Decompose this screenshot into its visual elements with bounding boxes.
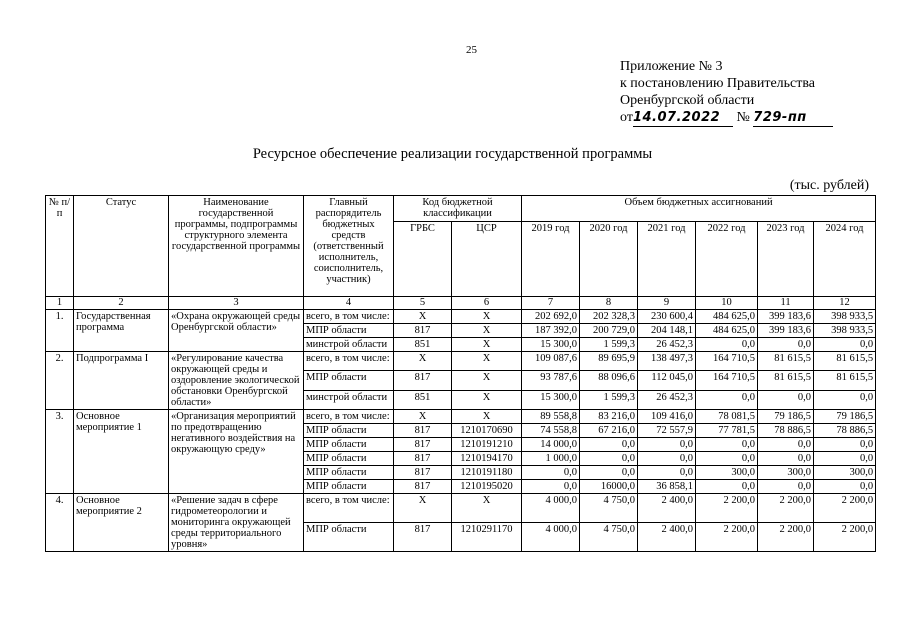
row-admin: МПР области	[304, 466, 394, 480]
row-value: 2 200,0	[758, 494, 814, 523]
row-value: 138 497,3	[638, 352, 696, 371]
row-value: 0,0	[696, 390, 758, 409]
row-value: 0,0	[814, 480, 876, 494]
row-value: 79 186,5	[758, 410, 814, 424]
row-value: 72 557,9	[638, 424, 696, 438]
row-csr: Х	[452, 371, 522, 390]
row-value: 109 087,6	[522, 352, 580, 371]
row-value: 1 000,0	[522, 452, 580, 466]
row-admin: МПР области	[304, 452, 394, 466]
appendix-date-prefix: от	[620, 110, 633, 125]
header-year: 2023 год	[758, 222, 814, 297]
row-admin: МПР области	[304, 324, 394, 338]
table-row	[46, 310, 876, 324]
row-admin: МПР области	[304, 424, 394, 438]
row-value: 16000,0	[580, 480, 638, 494]
row-number: 4.	[46, 494, 74, 552]
row-grbs: 817	[394, 438, 452, 452]
row-value: 15 300,0	[522, 390, 580, 409]
row-status: Подпрограмма I	[74, 352, 169, 410]
row-value: 0,0	[758, 390, 814, 409]
header-code: Код бюджетной классификации	[394, 196, 522, 222]
row-value: 93 787,6	[522, 371, 580, 390]
row-value: 2 200,0	[814, 494, 876, 523]
row-value: 0,0	[696, 438, 758, 452]
row-value: 164 710,5	[696, 352, 758, 371]
row-grbs: 817	[394, 480, 452, 494]
column-number: 1	[46, 297, 74, 310]
column-number: 12	[814, 297, 876, 310]
row-value: 26 452,3	[638, 338, 696, 352]
table-header	[46, 196, 876, 310]
row-value: 0,0	[522, 466, 580, 480]
row-value: 4 000,0	[522, 494, 580, 523]
header-name: Наименование государственной программы, подпрограммы структурного элемента государственной программы	[169, 196, 304, 297]
row-admin: МПР области	[304, 438, 394, 452]
row-admin: минстрой области	[304, 338, 394, 352]
column-number: 6	[452, 297, 522, 310]
header-year: 2024 год	[814, 222, 876, 297]
row-value: 0,0	[638, 438, 696, 452]
column-number: 2	[74, 297, 169, 310]
row-value: 0,0	[758, 438, 814, 452]
row-grbs: Х	[394, 494, 452, 523]
row-value: 81 615,5	[758, 371, 814, 390]
page-number: 25	[466, 44, 477, 56]
row-value: 2 400,0	[638, 523, 696, 552]
row-number: 1.	[46, 310, 74, 352]
row-grbs: 817	[394, 371, 452, 390]
row-grbs: 851	[394, 390, 452, 409]
row-value: 0,0	[758, 480, 814, 494]
row-name: «Организация мероприятий по предотвращению негативного воздействия на окружающую среду»	[169, 410, 304, 494]
column-number: 3	[169, 297, 304, 310]
row-value: 200 729,0	[580, 324, 638, 338]
row-value: 300,0	[696, 466, 758, 480]
row-admin: МПР области	[304, 480, 394, 494]
row-value: 1 599,3	[580, 338, 638, 352]
row-grbs: Х	[394, 310, 452, 324]
row-value: 78 886,5	[758, 424, 814, 438]
row-value: 4 000,0	[522, 523, 580, 552]
row-value: 0,0	[638, 466, 696, 480]
row-grbs: 817	[394, 452, 452, 466]
row-admin: МПР области	[304, 371, 394, 390]
row-admin: всего, в том числе:	[304, 352, 394, 371]
appendix-line-3: Оренбургской области	[620, 93, 755, 108]
header-csr: ЦСР	[452, 222, 522, 297]
row-value: 1 599,3	[580, 390, 638, 409]
row-value: 398 933,5	[814, 310, 876, 324]
row-value: 81 615,5	[814, 352, 876, 371]
row-csr: Х	[452, 324, 522, 338]
row-value: 0,0	[580, 466, 638, 480]
appendix-line-4	[620, 109, 833, 127]
row-value: 0,0	[814, 438, 876, 452]
document-title: Ресурсное обеспечение реализации государственной программы	[252, 146, 653, 162]
row-value: 484 625,0	[696, 324, 758, 338]
row-grbs: 817	[394, 324, 452, 338]
row-value: 484 625,0	[696, 310, 758, 324]
resource-table	[45, 195, 876, 552]
row-csr: 1210170690	[452, 424, 522, 438]
column-number: 8	[580, 297, 638, 310]
column-numbers-row	[46, 297, 876, 310]
row-grbs: 851	[394, 338, 452, 352]
row-value: 204 148,1	[638, 324, 696, 338]
row-admin: МПР области	[304, 523, 394, 552]
row-value: 15 300,0	[522, 338, 580, 352]
table-row	[46, 494, 876, 523]
row-number: 3.	[46, 410, 74, 494]
row-value: 202 692,0	[522, 310, 580, 324]
row-value: 0,0	[580, 452, 638, 466]
row-value: 187 392,0	[522, 324, 580, 338]
row-value: 0,0	[814, 452, 876, 466]
row-admin: минстрой области	[304, 390, 394, 409]
header-year: 2022 год	[696, 222, 758, 297]
header-year: 2020 год	[580, 222, 638, 297]
row-value: 79 186,5	[814, 410, 876, 424]
row-csr: 1210194170	[452, 452, 522, 466]
handwritten-date: 14.07.2022	[633, 109, 733, 127]
row-value: 0,0	[814, 390, 876, 409]
row-number: 2.	[46, 352, 74, 410]
row-csr: 1210191180	[452, 466, 522, 480]
row-status: Основное мероприятие 2	[74, 494, 169, 552]
appendix-block	[620, 58, 833, 127]
row-value: 83 216,0	[580, 410, 638, 424]
column-number: 4	[304, 297, 394, 310]
row-value: 67 216,0	[580, 424, 638, 438]
appendix-line-2: к постановлению Правительства	[620, 76, 816, 91]
row-value: 2 200,0	[814, 523, 876, 552]
row-value: 202 328,3	[580, 310, 638, 324]
handwritten-number: 729-пп	[753, 109, 833, 127]
header-volume: Объем бюджетных ассигнований	[522, 196, 876, 222]
row-value: 4 750,0	[580, 494, 638, 523]
table-row	[46, 410, 876, 424]
row-value: 109 416,0	[638, 410, 696, 424]
row-value: 4 750,0	[580, 523, 638, 552]
row-value: 399 183,6	[758, 324, 814, 338]
row-value: 74 558,8	[522, 424, 580, 438]
row-name: «Охрана окружающей среды Оренбургской области»	[169, 310, 304, 352]
header-year: 2021 год	[638, 222, 696, 297]
header-admin: Главный распорядитель бюджетных средств (ответственный исполнитель, соисполнитель, участник)	[304, 196, 394, 297]
row-value: 2 200,0	[696, 494, 758, 523]
column-number: 9	[638, 297, 696, 310]
row-value: 2 200,0	[758, 523, 814, 552]
table-body	[46, 310, 876, 552]
row-value: 300,0	[814, 466, 876, 480]
row-value: 78 886,5	[814, 424, 876, 438]
row-status: Государственная программа	[74, 310, 169, 352]
row-value: 2 200,0	[696, 523, 758, 552]
row-csr: Х	[452, 494, 522, 523]
column-number: 11	[758, 297, 814, 310]
column-number: 10	[696, 297, 758, 310]
row-grbs: Х	[394, 352, 452, 371]
row-value: 36 858,1	[638, 480, 696, 494]
row-csr: Х	[452, 310, 522, 324]
number-sign: №	[736, 110, 750, 125]
row-value: 2 400,0	[638, 494, 696, 523]
row-value: 0,0	[696, 452, 758, 466]
header-grbs: ГРБС	[394, 222, 452, 297]
row-value: 0,0	[814, 338, 876, 352]
column-number: 5	[394, 297, 452, 310]
table-row	[46, 352, 876, 371]
row-value: 300,0	[758, 466, 814, 480]
row-value: 89 695,9	[580, 352, 638, 371]
row-value: 78 081,5	[696, 410, 758, 424]
row-value: 230 600,4	[638, 310, 696, 324]
row-value: 0,0	[696, 480, 758, 494]
row-value: 81 615,5	[814, 371, 876, 390]
row-csr: 1210195020	[452, 480, 522, 494]
header-year: 2019 год	[522, 222, 580, 297]
row-grbs: 817	[394, 424, 452, 438]
row-value: 89 558,8	[522, 410, 580, 424]
row-value: 0,0	[758, 452, 814, 466]
row-admin: всего, в том числе:	[304, 310, 394, 324]
row-value: 14 000,0	[522, 438, 580, 452]
row-value: 81 615,5	[758, 352, 814, 371]
row-admin: всего, в том числе:	[304, 494, 394, 523]
row-value: 0,0	[696, 338, 758, 352]
row-value: 0,0	[758, 338, 814, 352]
row-value: 26 452,3	[638, 390, 696, 409]
row-value: 0,0	[580, 438, 638, 452]
row-value: 399 183,6	[758, 310, 814, 324]
row-csr: Х	[452, 390, 522, 409]
row-grbs: 817	[394, 523, 452, 552]
row-value: 164 710,5	[696, 371, 758, 390]
row-value: 88 096,6	[580, 371, 638, 390]
header-status: Статус	[74, 196, 169, 297]
row-grbs: 817	[394, 466, 452, 480]
row-csr: 1210291170	[452, 523, 522, 552]
row-admin: всего, в том числе:	[304, 410, 394, 424]
row-csr: 1210191210	[452, 438, 522, 452]
row-value: 0,0	[638, 452, 696, 466]
row-grbs: Х	[394, 410, 452, 424]
units-label: (тыс. рублей)	[789, 178, 869, 193]
row-value: 77 781,5	[696, 424, 758, 438]
header-num: № п/п	[46, 196, 74, 297]
row-csr: Х	[452, 338, 522, 352]
row-status: Основное мероприятие 1	[74, 410, 169, 494]
row-name: «Регулирование качества окружающей среды и оздоровление экологической обстановки Оренбургской области»	[169, 352, 304, 410]
row-value: 398 933,5	[814, 324, 876, 338]
row-csr: Х	[452, 352, 522, 371]
row-value: 112 045,0	[638, 371, 696, 390]
row-name: «Решение задач в сфере гидрометеорологии и мониторинга окружающей среды территориального уровня»	[169, 494, 304, 552]
column-number: 7	[522, 297, 580, 310]
row-value: 0,0	[522, 480, 580, 494]
row-csr: Х	[452, 410, 522, 424]
appendix-line-1: Приложение № 3	[620, 59, 723, 74]
